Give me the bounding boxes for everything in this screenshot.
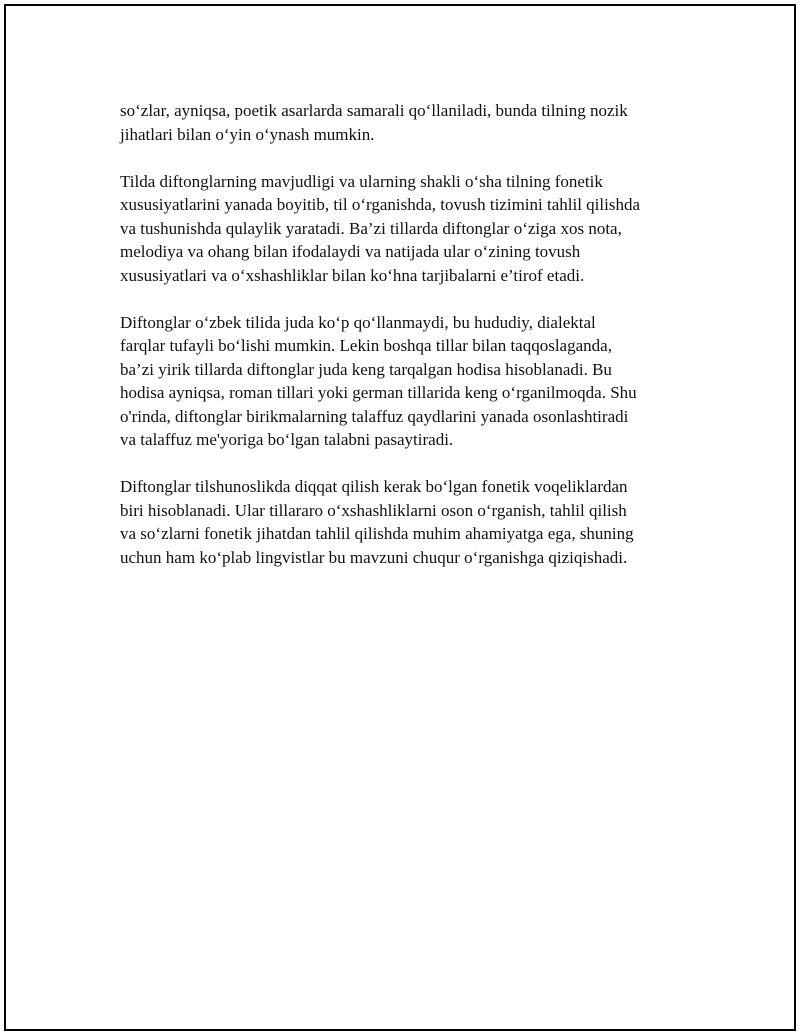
page-frame [4, 4, 796, 1031]
text-line: xususiyatlarini yanada boyitib, til o‘rganishda, tovush tizimini tahlil qilishda [120, 195, 641, 214]
text-line: Diftonglar tilshunoslikda diqqat qilish kerak bo‘lgan fonetik voqeliklardan [120, 477, 628, 496]
text-line: hodisa ayniqsa, roman tillari yoki german tillarida keng o‘rganilmoqda. Shu [120, 383, 637, 402]
paragraph-1 [120, 99, 690, 146]
text-line: uchun ham ko‘plab lingvistlar bu mavzuni chuqur o‘rganishga qiziqishadi. [120, 547, 628, 567]
text-line: so‘zlar, ayniqsa, poetik asarlarda samarali qo‘llaniladi, bunda tilning nozik [120, 101, 628, 120]
text-line: va talaffuz me'yoriga bo‘lgan talabni pasaytiradi. [120, 430, 454, 449]
page-content [120, 99, 690, 593]
text-line: o'rinda, diftonglar birikmalarning talaffuz qaydlarini yanada osonlashtiradi [120, 406, 629, 426]
text-line: va so‘zlarni fonetik jihatdan tahlil qilishda muhim ahamiyatga ega, shuning [120, 524, 634, 543]
paragraph-4 [120, 475, 690, 569]
text-line: melodiya va ohang bilan ifodalaydi va natijada ular o‘zining tovush [120, 242, 581, 261]
text-line: xususiyatlari va o‘xshashliklar bilan ko‘hna tarjibalarni e’tirof etadi. [120, 265, 585, 285]
text-line: va tushunishda qulaylik yaratadi. Ba’zi tillarda diftonglar o‘ziga xos nota, [120, 218, 622, 238]
text-line: jihatlari bilan o‘yin o‘ynash mumkin. [120, 124, 375, 144]
text-line: biri hisoblanadi. Ular tillararo o‘xshashliklarni oson o‘rganish, tahlil qilish [120, 500, 627, 520]
paragraph-3 [120, 311, 690, 452]
text-line: ba’zi yirik tillarda diftonglar juda keng tarqalgan hodisa hisoblanadi. Bu [120, 359, 612, 379]
paragraph-2 [120, 170, 690, 288]
text-line: Diftonglar o‘zbek tilida juda ko‘p qo‘llanmaydi, bu hududiy, dialektal [120, 312, 596, 332]
text-line: Tilda diftonglarning mavjudligi va ularning shakli o‘sha tilning fonetik [120, 171, 603, 191]
text-line: farqlar tufayli bo‘lishi mumkin. Lekin boshqa tillar bilan taqqoslaganda, [120, 336, 612, 355]
